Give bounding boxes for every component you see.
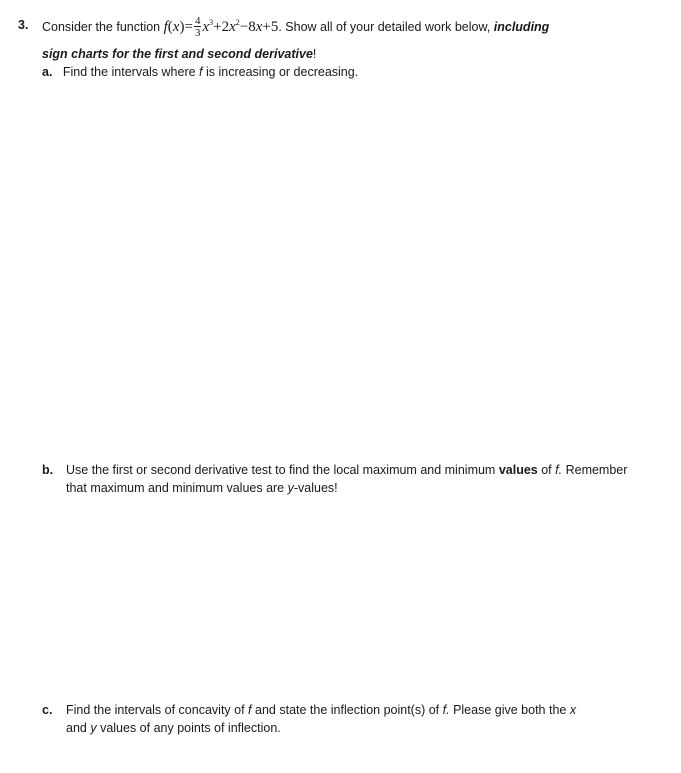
- problem-statement-line1: [42, 14, 549, 40]
- emphasis-including: including: [493, 20, 550, 34]
- fraction: $\frac{4}{3}$: [194, 14, 201, 39]
- part-a: a. Find the intervals where f is increasing or decreasing.: [42, 65, 359, 79]
- part-c-line1: Find the intervals of concavity of f and state the inflection point(s) of f. Please give both the x: [66, 703, 577, 717]
- problem-after: . Show all of your detailed work below,: [278, 20, 491, 34]
- problem-intro: Consider the function: [42, 20, 161, 34]
- problem-number: 3.: [18, 18, 29, 32]
- problem-statement-line2: sign charts for the first and second derivative!: [42, 47, 317, 61]
- part-c-letter: c.: [42, 703, 53, 717]
- part-a-letter: a.: [42, 65, 53, 79]
- part-b-letter: b.: [42, 463, 54, 477]
- part-b-line2: that maximum and minimum values are y-values!: [66, 481, 338, 495]
- function-expression: f(x)= $\frac{4}{3}$ $x^3+2x^2-8x+5$: [163, 14, 279, 39]
- part-c-line2: and y values of any points of inflection.: [66, 721, 281, 735]
- part-b-line1: Use the first or second derivative test to find the local maximum and minimum values of f. Remember: [66, 463, 628, 477]
- emphasis-sign-charts: sign charts for the first and second derivative: [42, 47, 313, 61]
